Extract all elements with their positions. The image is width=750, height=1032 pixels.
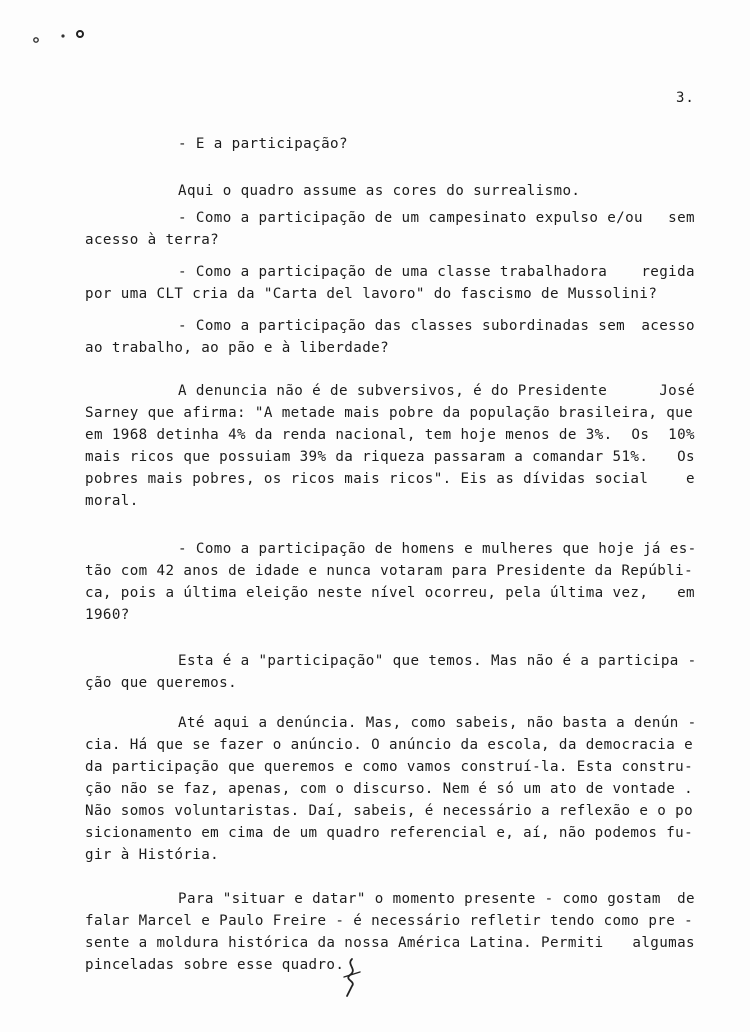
text-segment: acesso xyxy=(641,318,695,334)
text-line: tão com 42 anos de idade e nunca votaram para Presidente da Repúbli- xyxy=(85,563,694,579)
text-segment: A denuncia não é de subversivos, é do Presidente xyxy=(178,383,608,399)
paragraph-situar-datar xyxy=(85,888,695,976)
paragraph-denuncia-anuncio xyxy=(85,712,695,866)
paragraph-question-participation xyxy=(85,133,695,155)
binder-hole-marks xyxy=(30,28,90,48)
text-line xyxy=(85,424,695,446)
text-line: acesso à terra? xyxy=(85,232,220,248)
text-line: por uma CLT cria da "Carta del lavoro" do fascismo de Mussolini? xyxy=(85,286,658,302)
text-line: gir à História. xyxy=(85,847,220,863)
text-segment: em 1968 detinha 4% da renda nacional, tem hoje menos de 3%. xyxy=(85,427,613,443)
text-line: Aqui o quadro assume as cores do surrealismo. xyxy=(178,183,581,199)
paragraph-surrealism xyxy=(85,180,695,202)
text-line xyxy=(85,582,695,604)
handwritten-initial-signature xyxy=(338,955,368,1000)
text-segment: sente a moldura histórica da nossa América Latina. Permiti xyxy=(85,935,604,951)
text-line xyxy=(85,380,695,402)
text-line xyxy=(85,207,695,229)
text-line: falar Marcel e Paulo Freire - é necessário refletir tendo como pre - xyxy=(85,913,694,929)
paragraph-denuncia-sarney xyxy=(85,380,695,512)
text-segment: Para "situar e datar" o momento presente - como gostam xyxy=(178,891,661,907)
text-line xyxy=(85,315,695,337)
text-segment: 10% xyxy=(668,427,695,443)
paragraph-classes-subordinadas xyxy=(85,315,695,359)
text-segment: Os xyxy=(631,427,650,443)
text-segment: em xyxy=(677,585,695,601)
text-segment: sem xyxy=(668,210,695,226)
text-line: ao trabalho, ao pão e à liberdade? xyxy=(85,340,390,356)
text-segment: mais ricos que possuiam 39% da riqueza passaram a comandar 51%. xyxy=(85,449,649,465)
text-line xyxy=(85,261,695,283)
text-line: ção não se faz, apenas, com o discurso. Nem é só um ato de vontade . xyxy=(85,781,694,797)
text-line: cia. Há que se fazer o anúncio. O anúncio da escola, da democracia e xyxy=(85,737,694,753)
text-line: Esta é a "participação" que temos. Mas não é a participa - xyxy=(178,653,697,669)
text-segment: de xyxy=(677,891,695,907)
text-line: - Como a participação de homens e mulheres que hoje já es- xyxy=(178,541,697,557)
text-line: Sarney que afirma: "A metade mais pobre da população brasileira, que xyxy=(85,405,694,421)
text-line: 1960? xyxy=(85,607,130,623)
paragraph-participacao-que-temos xyxy=(85,650,695,694)
text-segment: - Como a participação de um campesinato expulso e/ou xyxy=(178,210,643,226)
text-line: sicionamento em cima de um quadro referencial e, aí, não podemos fu- xyxy=(85,825,694,841)
text-line: - E a participação? xyxy=(178,136,348,152)
text-segment: ca, pois a última eleição neste nível ocorreu, pela última vez, xyxy=(85,585,649,601)
text-line: ção que queremos. xyxy=(85,675,238,691)
text-line xyxy=(85,468,695,490)
text-segment: Os xyxy=(677,449,695,465)
page-number: 3. xyxy=(676,90,695,106)
paragraph-campesinato xyxy=(85,207,695,251)
text-line: Até aqui a denúncia. Mas, como sabeis, não basta a denún - xyxy=(178,715,697,731)
text-segment: - Como a participação de uma classe trabalhadora xyxy=(178,264,608,280)
paragraph-homens-mulheres xyxy=(85,538,695,626)
text-line: da participação que queremos e como vamos construí-la. Esta constru- xyxy=(85,759,694,775)
text-segment: algumas xyxy=(632,935,695,951)
text-segment: regida xyxy=(641,264,695,280)
text-line: pinceladas sobre esse quadro. xyxy=(85,957,345,973)
text-line xyxy=(85,932,695,954)
text-line: Não somos voluntaristas. Daí, sabeis, é necessário a reflexão e o po xyxy=(85,803,694,819)
paragraph-classe-trabalhadora xyxy=(85,261,695,305)
text-segment: José xyxy=(659,383,695,399)
text-line xyxy=(85,888,695,910)
text-line: moral. xyxy=(85,493,139,509)
text-segment: e xyxy=(686,471,695,487)
text-segment: - Como a participação das classes subordinadas sem xyxy=(178,318,626,334)
text-line xyxy=(85,446,695,468)
text-segment: pobres mais pobres, os ricos mais ricos". Eis as dívidas social xyxy=(85,471,649,487)
